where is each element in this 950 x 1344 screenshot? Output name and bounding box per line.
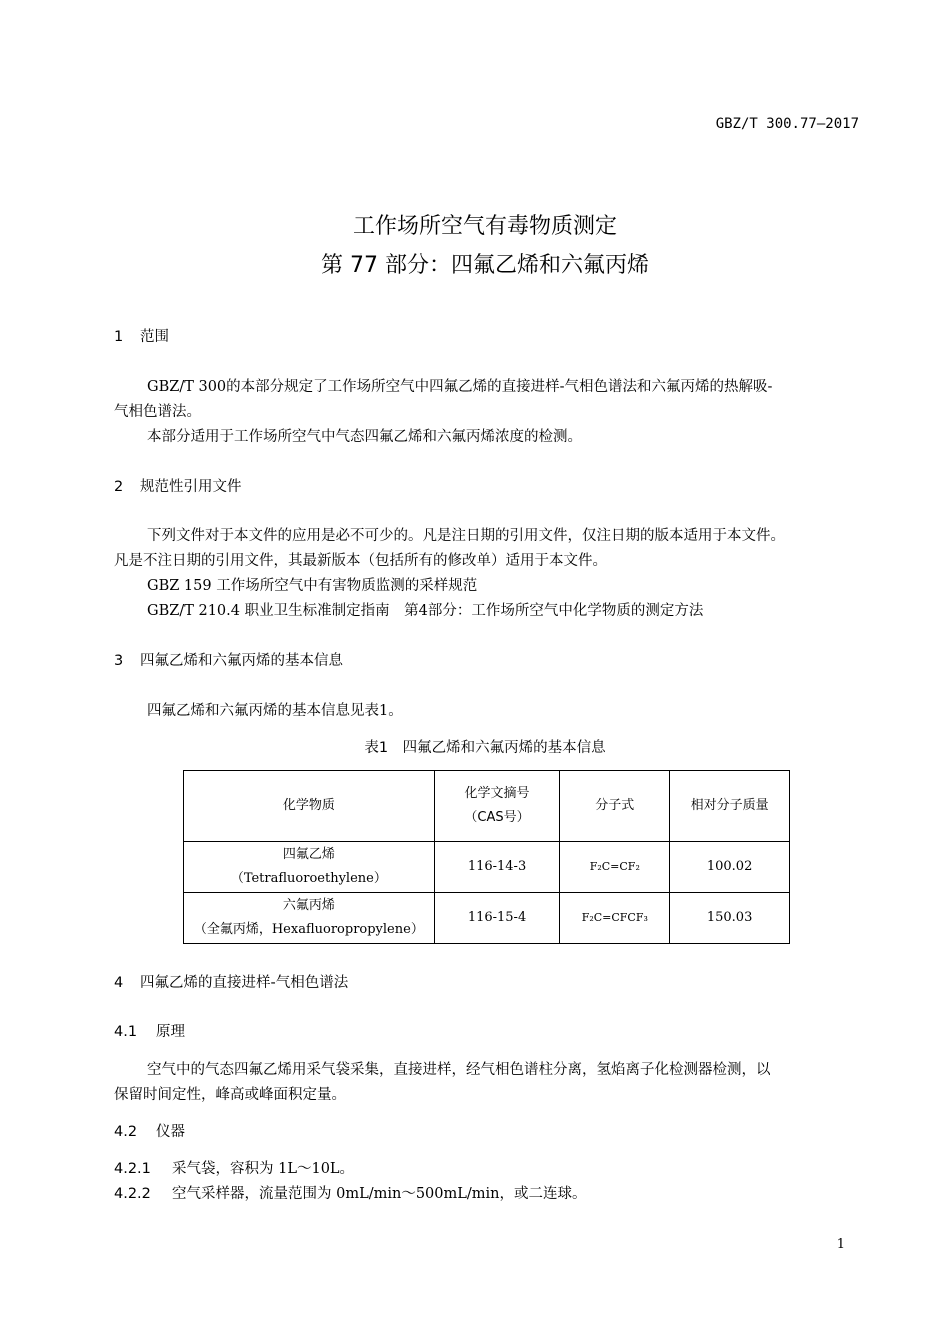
section-title: 四氟乙烯和六氟丙烯的基本信息 bbox=[140, 653, 343, 669]
section-number: 4.1 bbox=[114, 1024, 138, 1040]
section-2-para1-line1: 下列文件对于本文件的应用是必不可少的。凡是注日期的引用文件，仅注日期的版本适用于本文件。 bbox=[147, 528, 785, 544]
document-title-line2: 第 77 部分：四氟乙烯和六氟丙烯 bbox=[321, 253, 649, 278]
cell-mass: 150.03 bbox=[670, 893, 790, 944]
header-cas-line1: 化学文摘号 bbox=[464, 786, 530, 801]
item-number: 4.2.2 bbox=[114, 1186, 151, 1202]
table-header-row bbox=[184, 771, 790, 842]
normative-reference-1: GBZ 159 工作场所空气中有害物质监测的采样规范 bbox=[147, 578, 478, 594]
cell-chemical bbox=[184, 893, 435, 944]
chemical-name-en: （全氟丙烯，Hexafluoropropylene） bbox=[193, 922, 424, 937]
section-title: 原理 bbox=[156, 1024, 185, 1040]
list-item bbox=[114, 1157, 354, 1178]
table-row bbox=[184, 893, 790, 944]
cell-mass: 100.02 bbox=[670, 842, 790, 893]
cell-chemical bbox=[184, 842, 435, 893]
section-4-1-line1: 空气中的气态四氟乙烯用采气袋采集，直接进样，经气相色谱柱分离，氢焰离子化检测器检测，以 bbox=[147, 1062, 771, 1078]
section-title: 仪器 bbox=[156, 1124, 185, 1140]
section-4-heading bbox=[114, 971, 348, 992]
section-4-1-heading bbox=[114, 1020, 185, 1041]
section-3-heading bbox=[114, 649, 343, 670]
header-formula: 分子式 bbox=[560, 771, 670, 842]
page-number: 1 bbox=[836, 1237, 845, 1252]
section-number: 2 bbox=[114, 479, 124, 495]
cell-formula: F₂C=CF₂ bbox=[560, 842, 670, 893]
header-cas bbox=[434, 771, 560, 842]
chemical-name-cn: 四氟乙烯 bbox=[282, 847, 335, 862]
section-number: 4 bbox=[114, 975, 124, 991]
table-1-caption: 表1 四氟乙烯和六氟丙烯的基本信息 bbox=[364, 740, 606, 756]
standard-code: GBZ/T 300.77—2017 bbox=[715, 116, 859, 132]
header-cas-line2: （CAS号） bbox=[464, 810, 530, 825]
table-row bbox=[184, 842, 790, 893]
document-title-line1: 工作场所空气有毒物质测定 bbox=[352, 214, 617, 239]
section-title: 范围 bbox=[140, 329, 169, 345]
section-3-para1: 四氟乙烯和六氟丙烯的基本信息见表1。 bbox=[147, 703, 403, 719]
section-4-2-heading bbox=[114, 1120, 185, 1141]
section-title: 规范性引用文件 bbox=[140, 479, 242, 495]
section-4-1-line2: 保留时间定性，峰高或峰面积定量。 bbox=[114, 1087, 346, 1103]
basic-info-table bbox=[183, 770, 790, 944]
section-2-para1-line2: 凡是不注日期的引用文件，其最新版本（包括所有的修改单）适用于本文件。 bbox=[114, 553, 607, 569]
section-1-heading bbox=[114, 325, 169, 346]
normative-reference-2: GBZ/T 210.4 职业卫生标准制定指南 第4部分：工作场所空气中化学物质的测定方法 bbox=[147, 603, 704, 619]
item-text: 空气采样器，流量范围为 0mL/min～500mL/min，或二连球。 bbox=[172, 1186, 587, 1202]
section-title: 四氟乙烯的直接进样-气相色谱法 bbox=[140, 975, 349, 991]
header-mass: 相对分子质量 bbox=[670, 771, 790, 842]
section-1-para1-line1: GBZ/T 300的本部分规定了工作场所空气中四氟乙烯的直接进样-气相色谱法和六氟丙烯的热解吸- bbox=[147, 379, 773, 395]
cell-cas: 116-14-3 bbox=[434, 842, 560, 893]
section-2-heading bbox=[114, 475, 242, 496]
cell-formula: F₂C=CFCF₃ bbox=[560, 893, 670, 944]
section-number: 3 bbox=[114, 653, 124, 669]
chemical-name-cn: 六氟丙烯 bbox=[282, 898, 335, 913]
list-item bbox=[114, 1182, 587, 1203]
section-number: 4.2 bbox=[114, 1124, 138, 1140]
item-text: 采气袋，容积为 1L～10L。 bbox=[172, 1161, 355, 1177]
item-number: 4.2.1 bbox=[114, 1161, 151, 1177]
cell-cas: 116-15-4 bbox=[434, 893, 560, 944]
section-number: 1 bbox=[114, 329, 124, 345]
section-1-para1-line2: 气相色谱法。 bbox=[114, 404, 201, 420]
chemical-name-en: （Tetrafluoroethylene） bbox=[230, 871, 387, 886]
section-1-para2: 本部分适用于工作场所空气中气态四氟乙烯和六氟丙烯浓度的检测。 bbox=[147, 429, 582, 445]
header-chemical: 化学物质 bbox=[184, 771, 435, 842]
